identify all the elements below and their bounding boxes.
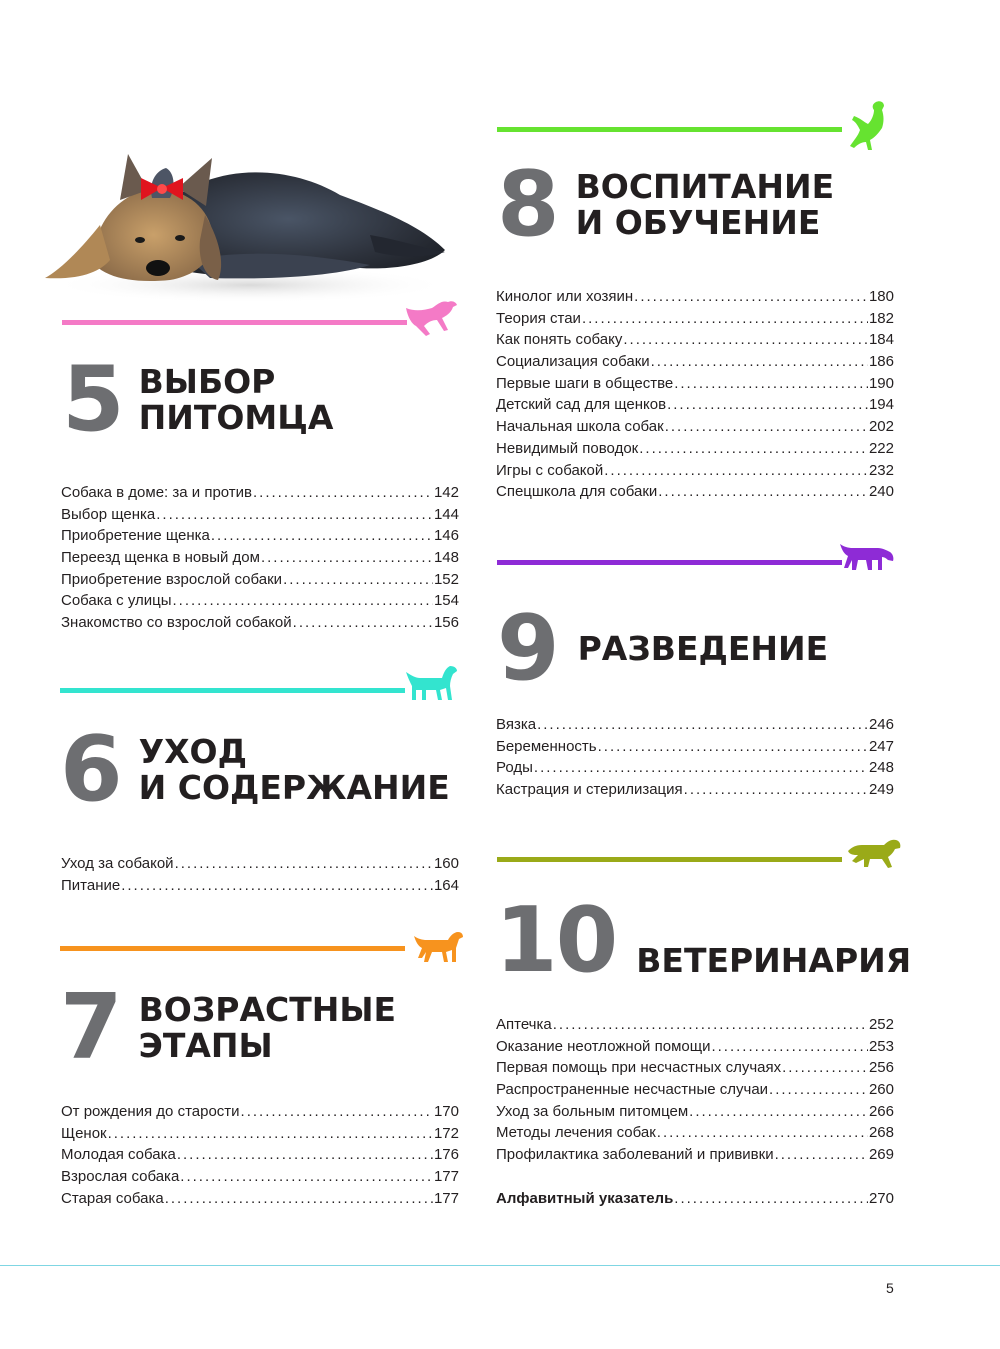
toc-entry-label: Распространенные несчастные случаи xyxy=(496,1081,769,1099)
toc-entry-page: 146 xyxy=(433,527,459,545)
toc-entry-label: Щенок xyxy=(61,1124,107,1142)
section-9-rule xyxy=(497,560,842,565)
dot-leader xyxy=(667,396,868,413)
toc-entry-label: Детский сад для щенков xyxy=(496,396,667,414)
toc-entry-page: 249 xyxy=(868,781,894,799)
toc-entry-page: 180 xyxy=(868,288,894,305)
section-7-heading xyxy=(60,975,397,1080)
dot-leader xyxy=(537,716,868,733)
dot-leader xyxy=(769,1081,868,1098)
section-6-heading xyxy=(60,717,450,822)
toc-entry-label: Собака с улицы xyxy=(61,592,172,610)
toc-entry[interactable] xyxy=(496,781,894,803)
toc-entry-page: 186 xyxy=(868,353,894,371)
section-9-toc xyxy=(496,716,894,803)
toc-entry-label: Приобретение щенка xyxy=(61,527,210,545)
dot-leader xyxy=(108,1125,433,1142)
toc-entry[interactable] xyxy=(496,1016,894,1038)
toc-entry[interactable] xyxy=(61,1125,459,1147)
dot-leader xyxy=(253,484,433,501)
toc-entry-page: 252 xyxy=(868,1016,894,1033)
standing-dog-icon xyxy=(404,662,458,704)
toc-entry-label: Игры с собакой xyxy=(496,461,604,479)
dot-leader xyxy=(651,353,868,370)
section-title: ВЕТЕРИНАРИЯ xyxy=(636,941,912,980)
section-number: 5 xyxy=(62,347,123,452)
toc-entry-label: Уход за больным питомцем xyxy=(496,1102,689,1120)
dot-leader xyxy=(121,877,433,894)
toc-entry[interactable] xyxy=(61,1103,459,1125)
toc-entry[interactable] xyxy=(496,310,894,332)
toc-entry-label: Первая помощь при несчастных случаях xyxy=(496,1059,782,1077)
dot-leader xyxy=(657,1124,868,1141)
dot-leader xyxy=(634,288,868,305)
crouching-dog-icon xyxy=(846,833,902,871)
dot-leader xyxy=(293,614,433,631)
toc-entry[interactable] xyxy=(496,418,894,440)
toc-entry[interactable] xyxy=(496,1059,894,1081)
toc-entry-label: Профилактика заболеваний и прививки xyxy=(496,1146,774,1164)
toc-entry-label: Молодая собака xyxy=(61,1146,176,1164)
section-number: 8 xyxy=(497,152,558,257)
dot-leader xyxy=(604,462,868,479)
toc-entry-page: 156 xyxy=(433,614,459,632)
yorkshire-terrier-illustration xyxy=(40,140,480,310)
toc-entry-label: Знакомство со взрослой собакой xyxy=(61,614,292,632)
toc-entry-page: 172 xyxy=(433,1124,459,1142)
toc-entry[interactable] xyxy=(496,375,894,397)
toc-entry[interactable] xyxy=(496,1103,894,1125)
section-number: 10 xyxy=(495,888,617,993)
section-title: ВЫБОР ПИТОМЦА xyxy=(138,362,334,437)
toc-entry-page: 248 xyxy=(868,759,894,777)
toc-entry[interactable] xyxy=(496,462,894,484)
toc-entry[interactable] xyxy=(61,614,459,636)
toc-entry-page: 268 xyxy=(868,1124,894,1142)
section-5-heading xyxy=(62,347,334,452)
toc-entry-label: Питание xyxy=(61,876,121,894)
dot-leader xyxy=(534,759,868,776)
toc-entry-page: 222 xyxy=(868,439,894,457)
toc-entry-page: 240 xyxy=(868,483,894,501)
toc-entry[interactable] xyxy=(496,331,894,353)
toc-entry-page: 182 xyxy=(868,309,894,327)
toc-entry[interactable] xyxy=(496,759,894,781)
toc-entry[interactable] xyxy=(61,1168,459,1190)
walking-dog-icon xyxy=(412,928,464,964)
dot-leader xyxy=(177,1146,433,1163)
toc-entry[interactable] xyxy=(61,855,459,877)
dot-leader xyxy=(775,1146,868,1163)
toc-entry[interactable] xyxy=(496,440,894,462)
toc-entry[interactable] xyxy=(61,1146,459,1168)
toc-entry-label: Уход за собакой xyxy=(61,855,174,872)
toc-entry-label: Методы лечения собак xyxy=(496,1124,656,1142)
dot-leader xyxy=(165,1190,433,1207)
toc-entry-label: Аптечка xyxy=(496,1016,552,1033)
dot-leader xyxy=(283,571,433,588)
dot-leader xyxy=(241,1103,433,1120)
toc-entry-label: От рождения до старости xyxy=(61,1103,240,1120)
toc-entry[interactable] xyxy=(61,527,459,549)
toc-entry[interactable] xyxy=(496,1081,894,1103)
toc-entry-page: 194 xyxy=(868,396,894,414)
toc-entry-label: Взрослая собака xyxy=(61,1168,180,1186)
dot-leader xyxy=(261,549,433,566)
jumping-dog-icon xyxy=(846,100,894,152)
toc-entry-page: 247 xyxy=(868,737,894,755)
toc-entry-label: Теория стаи xyxy=(496,309,581,327)
dot-leader xyxy=(582,310,868,327)
section-number: 6 xyxy=(60,717,121,822)
dot-leader xyxy=(598,738,868,755)
section-10-heading xyxy=(495,888,912,993)
toc-entry[interactable] xyxy=(61,484,459,506)
toc-entry[interactable] xyxy=(496,288,894,310)
toc-entry-label: Старая собака xyxy=(61,1189,164,1207)
toc-entry-page: 164 xyxy=(433,876,459,894)
toc-entry-page: 260 xyxy=(868,1081,894,1099)
section-8-heading xyxy=(497,152,835,257)
toc-entry-label: Алфавитный указатель xyxy=(496,1190,674,1207)
toc-entry-page: 253 xyxy=(868,1037,894,1055)
toc-entry-page: 154 xyxy=(433,592,459,610)
toc-entry-label: Роды xyxy=(496,759,533,777)
toc-entry-label: Переезд щенка в новый дом xyxy=(61,549,260,567)
toc-entry-page: 270 xyxy=(868,1190,894,1207)
dot-leader xyxy=(175,855,433,872)
section-8-toc xyxy=(496,288,894,505)
toc-entry-page: 269 xyxy=(868,1146,894,1164)
section-6-rule xyxy=(60,688,405,693)
section-5-toc xyxy=(61,484,459,636)
toc-entry-page: 142 xyxy=(433,484,459,501)
toc-entry-page: 232 xyxy=(868,461,894,479)
section-9-heading xyxy=(497,596,829,701)
footer-rule xyxy=(0,1265,1000,1266)
toc-entry-label: Приобретение взрослой собаки xyxy=(61,570,283,588)
toc-entry-page: 266 xyxy=(868,1102,894,1120)
toc-entry[interactable] xyxy=(496,396,894,418)
sniffing-dog-icon xyxy=(838,538,896,572)
section-7-rule xyxy=(60,946,405,951)
section-7-toc xyxy=(61,1103,459,1211)
dot-leader xyxy=(689,1103,868,1120)
section-title: ВОЗРАСТНЫЕ ЭТАПЫ xyxy=(138,990,397,1065)
toc-entry[interactable] xyxy=(61,877,459,899)
toc-entry-label: Выбор щенка xyxy=(61,505,156,523)
toc-entry-label: Кастрация и стерилизация xyxy=(496,781,683,799)
dot-leader xyxy=(711,1038,868,1055)
section-number: 9 xyxy=(497,596,558,701)
toc-entry-page: 177 xyxy=(433,1168,459,1186)
toc-entry-label: Вязка xyxy=(496,716,537,733)
toc-entry-label: Как понять собаку xyxy=(496,331,623,349)
toc-entry-label: Спецшкола для собаки xyxy=(496,483,658,501)
toc-entry-page: 152 xyxy=(433,570,459,588)
toc-entry[interactable] xyxy=(61,506,459,528)
toc-entry-page: 170 xyxy=(433,1103,459,1120)
toc-entry[interactable] xyxy=(496,738,894,760)
toc-entry[interactable] xyxy=(496,483,894,505)
toc-entry-page: 202 xyxy=(868,418,894,436)
section-6-toc xyxy=(61,855,459,898)
toc-entry-label: Невидимый поводок xyxy=(496,439,639,457)
toc-entry[interactable] xyxy=(61,592,459,614)
section-5-rule xyxy=(62,320,407,325)
toc-entry[interactable] xyxy=(496,716,894,738)
dot-leader xyxy=(658,483,868,500)
toc-entry-label: Собака в доме: за и против xyxy=(61,484,253,501)
toc-entry-page: 144 xyxy=(433,505,459,523)
dot-leader xyxy=(211,527,433,544)
toc-entry[interactable] xyxy=(496,1146,894,1168)
toc-entry-page: 148 xyxy=(433,549,459,567)
section-8-rule xyxy=(497,127,842,132)
page-number: 5 xyxy=(886,1280,894,1296)
toc-entry[interactable] xyxy=(496,1038,894,1060)
toc-entry-label: Беременность xyxy=(496,737,597,755)
toc-entry-label: Кинолог или хозяин xyxy=(496,288,634,305)
section-10-toc xyxy=(496,1016,894,1168)
toc-entry-page: 184 xyxy=(868,331,894,349)
toc-entry[interactable] xyxy=(61,1190,459,1212)
running-dog-icon xyxy=(402,296,460,338)
section-title: РАЗВЕДЕНИЕ xyxy=(577,629,829,668)
dot-leader xyxy=(156,506,433,523)
toc-entry-page: 176 xyxy=(433,1146,459,1164)
dot-leader xyxy=(684,781,868,798)
dot-leader xyxy=(180,1168,433,1185)
index-toc xyxy=(496,1190,894,1212)
dot-leader xyxy=(674,1190,868,1207)
section-title: УХОД И СОДЕРЖАНИЕ xyxy=(138,732,450,807)
toc-entry-page: 160 xyxy=(433,855,459,872)
toc-entry-label: Социализация собаки xyxy=(496,353,650,371)
dot-leader xyxy=(553,1016,868,1033)
toc-entry[interactable] xyxy=(61,549,459,571)
toc-entry-page: 256 xyxy=(868,1059,894,1077)
toc-entry-page: 177 xyxy=(433,1189,459,1207)
toc-entry[interactable] xyxy=(496,1124,894,1146)
toc-entry[interactable] xyxy=(496,353,894,375)
dot-leader xyxy=(623,331,868,348)
dot-leader xyxy=(173,592,433,609)
toc-entry-page: 246 xyxy=(868,716,894,733)
dot-leader xyxy=(639,440,868,457)
toc-entry-label: Первые шаги в обществе xyxy=(496,374,674,392)
section-number: 7 xyxy=(60,975,121,1080)
dot-leader xyxy=(665,418,868,435)
section-title: ВОСПИТАНИЕ И ОБУЧЕНИЕ xyxy=(575,167,835,242)
toc-entry[interactable] xyxy=(61,571,459,593)
toc-entry-page: 190 xyxy=(868,374,894,392)
toc-entry-index[interactable] xyxy=(496,1190,894,1212)
dot-leader xyxy=(782,1059,868,1076)
toc-entry-label: Начальная школа собак xyxy=(496,418,664,436)
dot-leader xyxy=(674,375,868,392)
toc-entry-label: Оказание неотложной помощи xyxy=(496,1037,711,1055)
section-10-rule xyxy=(497,857,842,862)
